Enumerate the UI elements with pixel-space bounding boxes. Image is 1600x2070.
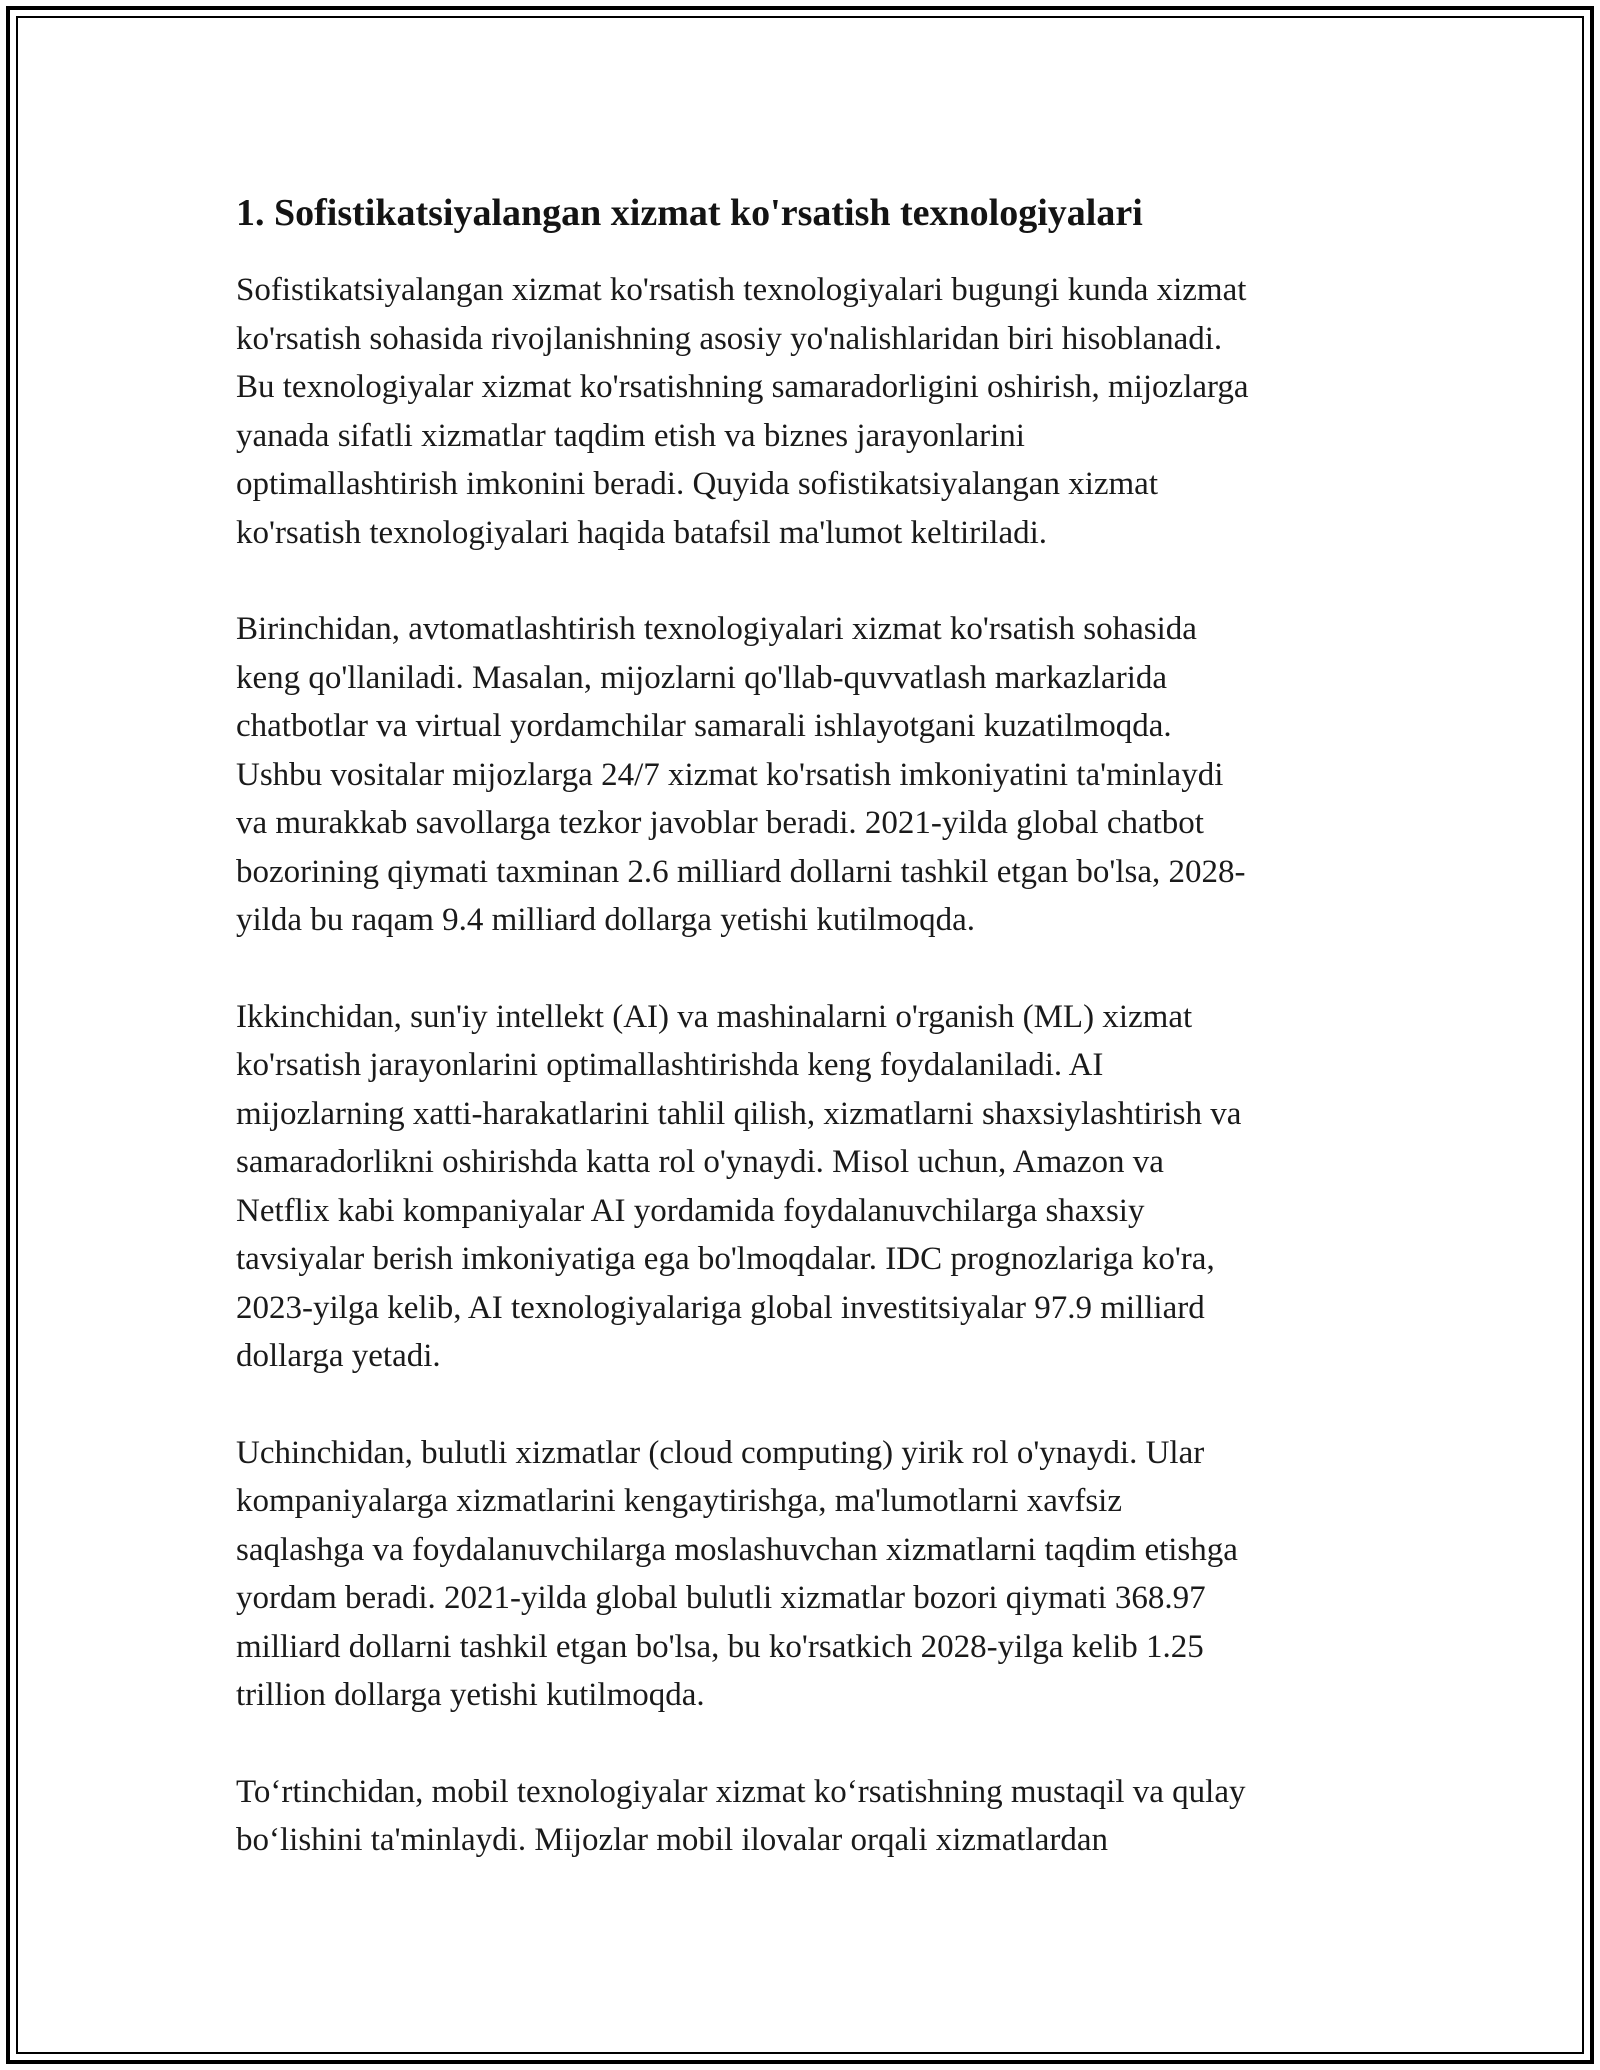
text-line: Bu texnologiyalar xizmat ko'rsatishning samaradorligini oshirish, mijozlarga — [236, 369, 1249, 405]
text-line: va murakkab savollarga tezkor javoblar beradi. 2021-yilda global chatbot — [236, 805, 1204, 841]
text-line: mijozlarning xatti-harakatlarini tahlil qilish, xizmatlarni shaxsiylashtirish va — [236, 1095, 1242, 1132]
text-line: milliard dollarni tashkil etgan bo'lsa, bu ko'rsatkich 2028-yilga kelib 1.25 — [236, 1628, 1204, 1665]
text-line: Uchinchidan, bulutli xizmatlar (cloud computing) yirik rol o'ynaydi. Ular — [236, 1434, 1205, 1471]
text-line: ko'rsatish sohasida rivojlanishning asosiy yo'nalishlaridan biri hisoblanadi. — [236, 320, 1223, 357]
paragraph-second — [236, 993, 1376, 1381]
text-line: bo‘lishini ta'minlaydi. Mijozlar mobil ilovalar orqali xizmatlardan — [236, 1822, 1108, 1858]
text-line: samaradorlikni oshirishda katta rol o'ynaydi. Misol uchun, Amazon va — [236, 1144, 1164, 1180]
text-line: kompaniyalarga xizmatlarini kengaytirishga, ma'lumotlarni xavfsiz — [236, 1483, 1122, 1519]
paragraph-intro — [236, 266, 1376, 557]
text-line: 2023-yilga kelib, AI texnologiyalariga global investitsiyalar 97.9 milliard — [236, 1289, 1205, 1326]
text-line: yordam beradi. 2021-yilda global bulutli xizmatlar bozori qiymati 368.97 — [236, 1580, 1206, 1616]
text-line: keng qo'llaniladi. Masalan, mijozlarni qo'llab-quvvatlash markazlarida — [236, 659, 1168, 696]
text-line: bozorining qiymati taxminan 2.6 milliard dollarni tashkil etgan bo'lsa, 2028- — [236, 853, 1246, 890]
text-line: trillion dollarga yetishi kutilmoqda. — [236, 1677, 705, 1713]
text-line: chatbotlar va virtual yordamchilar samarali ishlayotgani kuzatilmoqda. — [236, 708, 1172, 744]
text-line: Netflix kabi kompaniyalar AI yordamida foydalanuvchilarga shaxsiy — [236, 1192, 1145, 1229]
text-line: To‘rtinchidan, mobil texnologiyalar xizmat ko‘rsatishning mustaqil va qulay — [236, 1773, 1246, 1810]
text-line: yilda bu raqam 9.4 milliard dollarga yetishi kutilmoqda. — [236, 902, 976, 938]
section-heading: 1. Sofistikatsiyalangan xizmat ko'rsatish texnologiyalari — [236, 192, 1143, 234]
text-line: Ushbu vositalar mijozlarga 24/7 xizmat ko'rsatish imkoniyatini ta'minlaydi — [236, 756, 1224, 793]
text-line: dollarga yetadi. — [236, 1338, 441, 1374]
text-line: ko'rsatish jarayonlarini optimallashtirishda keng foydalaniladi. AI — [236, 1047, 1104, 1083]
text-line: Ikkinchidan, sun'iy intellekt (AI) va mashinalarni o'rganish (ML) xizmat — [236, 998, 1193, 1035]
text-line: yanada sifatli xizmatlar taqdim etish va biznes jarayonlarini — [236, 417, 1025, 454]
text-line: Sofistikatsiyalangan xizmat ko'rsatish texnologiyalari bugungi kunda xizmat — [236, 272, 1247, 308]
text-line: tavsiyalar berish imkoniyatiga ega bo'lmoqdalar. IDC prognozlariga ko'ra, — [236, 1241, 1215, 1277]
paragraph-first — [236, 605, 1376, 945]
text-line: optimallashtirish imkonini beradi. Quyida sofistikatsiyalangan xizmat — [236, 466, 1159, 502]
paragraph-fourth — [236, 1768, 1376, 1865]
text-line: ko'rsatish texnologiyalari haqida batafsil ma'lumot keltiriladi. — [236, 514, 1048, 551]
paragraph-third — [236, 1429, 1376, 1720]
text-line: saqlashga va foydalanuvchilarga moslashuvchan xizmatlarni taqdim etishga — [236, 1531, 1238, 1568]
text-line: Birinchidan, avtomatlashtirish texnologiyalari xizmat ko'rsatish sohasida — [236, 611, 1197, 647]
document-body — [236, 186, 1376, 1913]
